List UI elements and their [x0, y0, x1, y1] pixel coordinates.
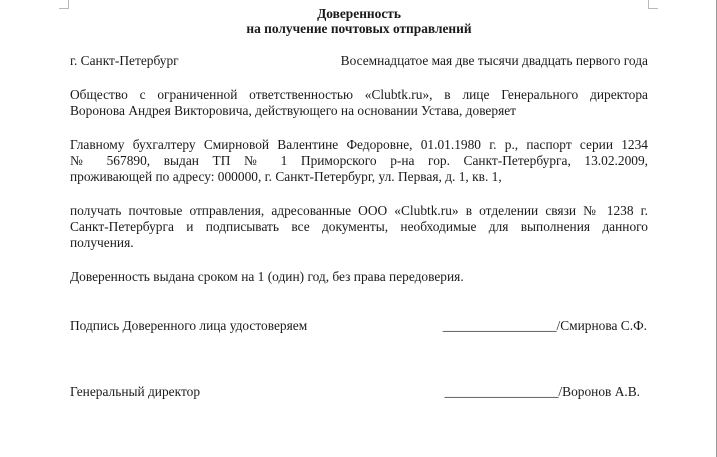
director-signature-line: _________________/Воронов А.В. [444, 384, 640, 399]
document-subtitle: на получение почтовых отправлений [246, 21, 472, 36]
agent-signature-line: _________________/Смирнова С.Ф. [442, 318, 647, 333]
document-title: Доверенность [317, 6, 401, 21]
page-margin-corner-top-left [59, 0, 69, 9]
document-date: Восемнадцатое мая две тысячи двадцать первого года [340, 53, 648, 68]
place-city: г. Санкт-Петербург [70, 53, 179, 68]
authority-line-2: Санкт-Петербурга и подписывать все документы, необходимые для выполнения данного [70, 219, 648, 234]
term-statement: Доверенность выдана сроком на 1 (один) год, без права передоверия. [70, 269, 464, 284]
director-signature-label: Генеральный директор [70, 384, 201, 399]
page-margin-corner-top-right [648, 0, 658, 9]
authority-line-3: получения. [70, 235, 134, 250]
agent-line-3: проживающей по адресу: 000000, г. Санкт-Петербург, ул. Первая, д. 1, кв. 1, [70, 169, 502, 184]
agent-paragraph [70, 137, 648, 185]
principal-line-1: Общество с ограниченной ответственностью «Clubtk.ru», в лице Генерального директора [70, 87, 648, 102]
principal-paragraph [70, 87, 648, 119]
authority-line-1: получать почтовые отправления, адресованные ООО «Clubtk.ru» в отделении связи № 1238 г. [70, 203, 648, 218]
agent-line-2: № 567890, выдан ТП № 1 Приморского р-на гор. Санкт-Петербурга, 13.02.2009, [70, 153, 648, 168]
agent-line-1: Главному бухгалтеру Смирновой Валентине Федоровне, 01.01.1980 г. р., паспорт серии 1234 [70, 137, 648, 152]
agent-signature-label: Подпись Доверенного лица удостоверяем [70, 318, 308, 333]
principal-line-2: Воронова Андрея Викторовича, действующего на основании Устава, доверяет [70, 103, 517, 118]
authority-paragraph [70, 203, 648, 251]
